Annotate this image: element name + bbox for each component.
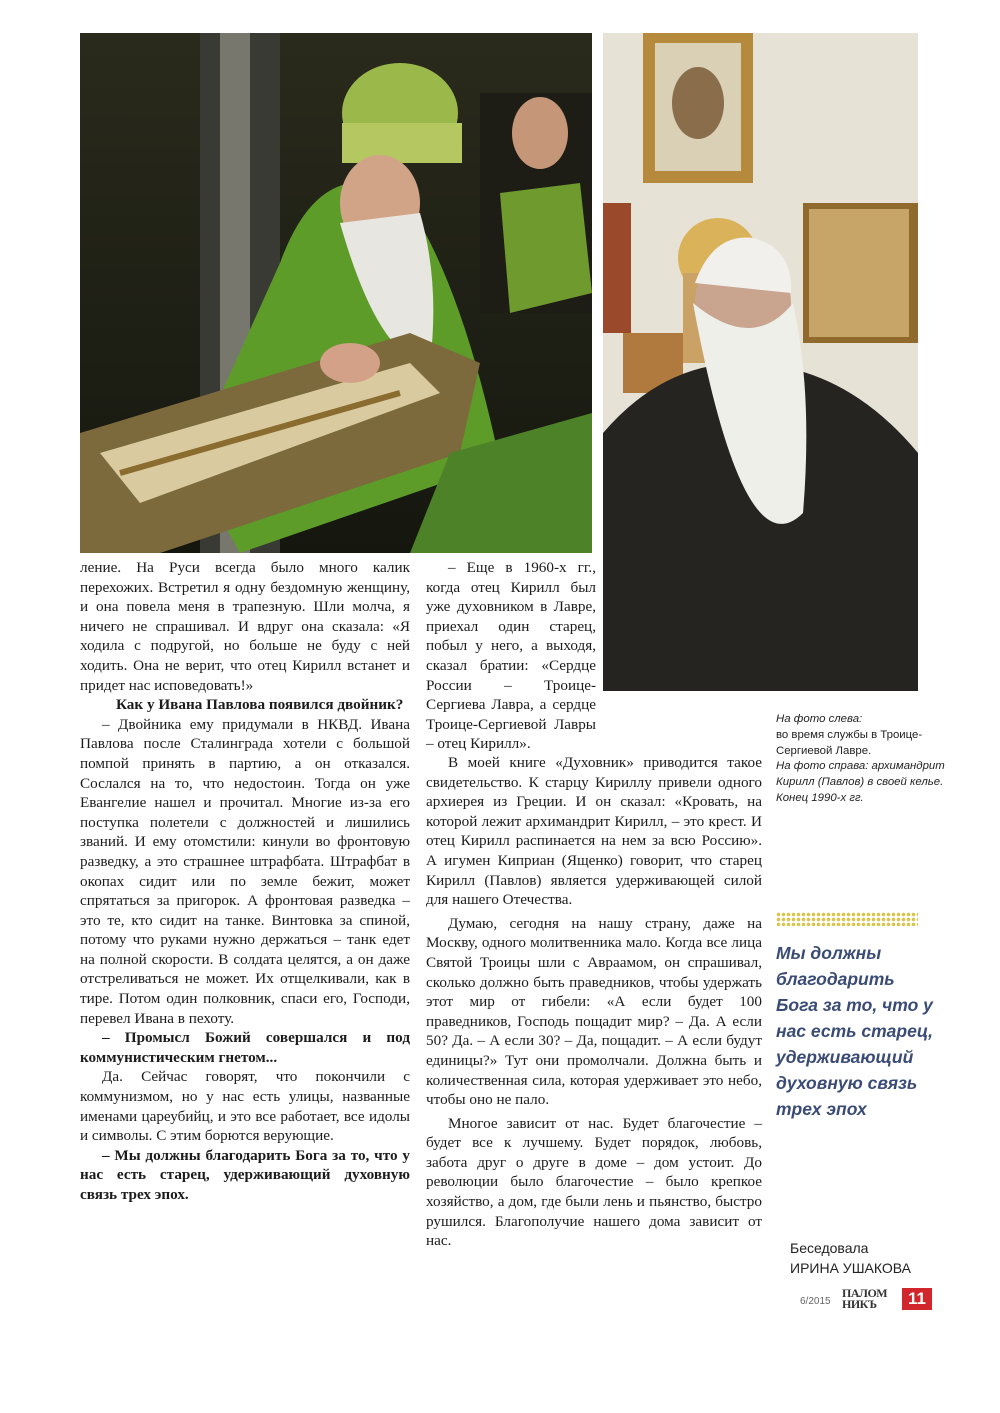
page-number: 11: [902, 1288, 932, 1310]
paragraph-end: Многое зависит от нас. Будет благочестие – будет все к лучшему. Будет порядок, любовь, забота друг о друге в доме – дом устоит. До революции было благочестие – было крепкое хозяйство, а дом, где были лень и пьянство, быстро рушился. Благополучие нашего дома зависит от нас.: [426, 1114, 762, 1250]
question-3: – Мы должны благодарить Бога за то, что у нас есть старец, удерживающий духовную связь трех эпох.: [80, 1146, 410, 1203]
byline: [790, 1238, 960, 1278]
caption-line-2: во время службы в Троице-Сергиевой Лавре.: [776, 728, 923, 757]
byline-name: ИРИНА УШАКОВА: [790, 1260, 911, 1276]
photo-archbishop-icon: [80, 33, 592, 553]
paragraph-col2-top: – Еще в 1960-х гг., когда отец Кирилл был уже духовником в Лавре, приехал один старец, побыл у него, а выходя, сказал братии: «Сердце России – Троице-Сергиева Лавра, а сердце Троице-Сергиевой Лавры – отец Кирилл».: [426, 559, 596, 753]
paragraph-col1-top: ление. На Руси всегда было много калик перехожих. Встретил я одну бездомную женщину, и она повела меня в трапезную. Шли молча, я ничего не спрашивал. И вдруг она сказала: «Я ходила с подругой, но больше не буду с ней ходить. Она не верит, что отец Кирилл встанет и придет нас исповедовать!»: [80, 559, 410, 694]
magazine-logo-line-2: НИКЪ: [842, 1297, 877, 1311]
photo-left-liturgy: [80, 33, 592, 553]
caption-line-4: Конец 1990-х гг.: [776, 791, 864, 804]
paragraph-moscow: Думаю, сегодня на нашу страну, даже на Москву, одного молитвенника мало. Когда все лица Святой Троицы шли с Авраамом, он спрашивал, сколько должно быть праведников, чтобы удержать этот мир от гибели: «А если будет 100 праведников, Господь пощадит мир? – Да. А если 50? Да. – А если 30? – Да, пощадит. – А если будут единицы?» Тут они промолчали. Должна быть и количественная сила, которая удерживает это небо, чтобы оно не пало.: [426, 914, 762, 1109]
magazine-logo-line-1: ПАЛОМ: [842, 1286, 888, 1300]
caption-line-1: На фото слева:: [776, 713, 863, 725]
issue-number: 6/2015: [800, 1296, 831, 1307]
caption-line-3: На фото справа: архимандрит Кирилл (Павлов) в своей келье.: [776, 760, 945, 789]
paragraph-book: В моей книге «Духовник» приводится такое свидетельство. К старцу Кириллу привели одного архиерея из Греции. И он сказал: «Кровать, на которой лежит архимандрит Кирилл, – это крест. И отец Кирилл распинается на нем за всю Россию». А игумен Киприан (Ященко) говорит, что старец Кирилл (Павлов) является удерживающей силой для нашего Отечества.: [426, 754, 762, 909]
pull-quote: Мы должны благодарить Бога за то, что у нас есть старец, удерживающий духовную связь трех эпох: [776, 943, 934, 1119]
article-column-2: [426, 753, 762, 1251]
photo-caption: [776, 712, 946, 807]
decorative-dots: [776, 912, 918, 926]
article-column-1: [80, 558, 410, 1205]
photo-elder-icon: [603, 33, 918, 691]
answer-1: – Двойника ему придумали в НКВД. Ивана Павлова после Сталинграда хотели с большой помпой принять в партию, а он отказался. Сослался на то, что недостоин. Тогда он уже Евангелие нашел и прочитал. Многие из-за его поступка полетели с должностей и лишились званий. И ему отомстили: кинули во фронтовую разведку, а это страшнее штрафбата. Штрафбат в окопах сидит или по земле бежит, может спрятаться за пригорок. А фронтовая разведка – это те, кто сидит на танке. Винтовка за спиной, потому что руками нужно держаться – танк едет на полной скорости. В солдата целятся, а он даже отстреливаться не может. Их отщелкивали, как в тире. Потом один полковник, спаси его, Господи, перевел Ивана в пехоту.: [80, 715, 410, 1027]
answer-2: Да. Сейчас говорят, что покончили с коммунизмом, но у нас есть улицы, названные именами цареубийц, и это все работает, все идолы и символы. С этим борются верующие.: [80, 1068, 410, 1145]
page-footer: [800, 1288, 940, 1312]
article-column-2-top: [426, 558, 596, 754]
question-1: Как у Ивана Павлова появился двойник?: [116, 696, 404, 714]
photo-right-elder: [603, 33, 918, 691]
byline-label: Беседовала: [790, 1240, 869, 1256]
magazine-logo: [842, 1288, 887, 1310]
question-2: – Промысл Божий совершался и под коммунистическим гнетом...: [80, 1029, 410, 1066]
